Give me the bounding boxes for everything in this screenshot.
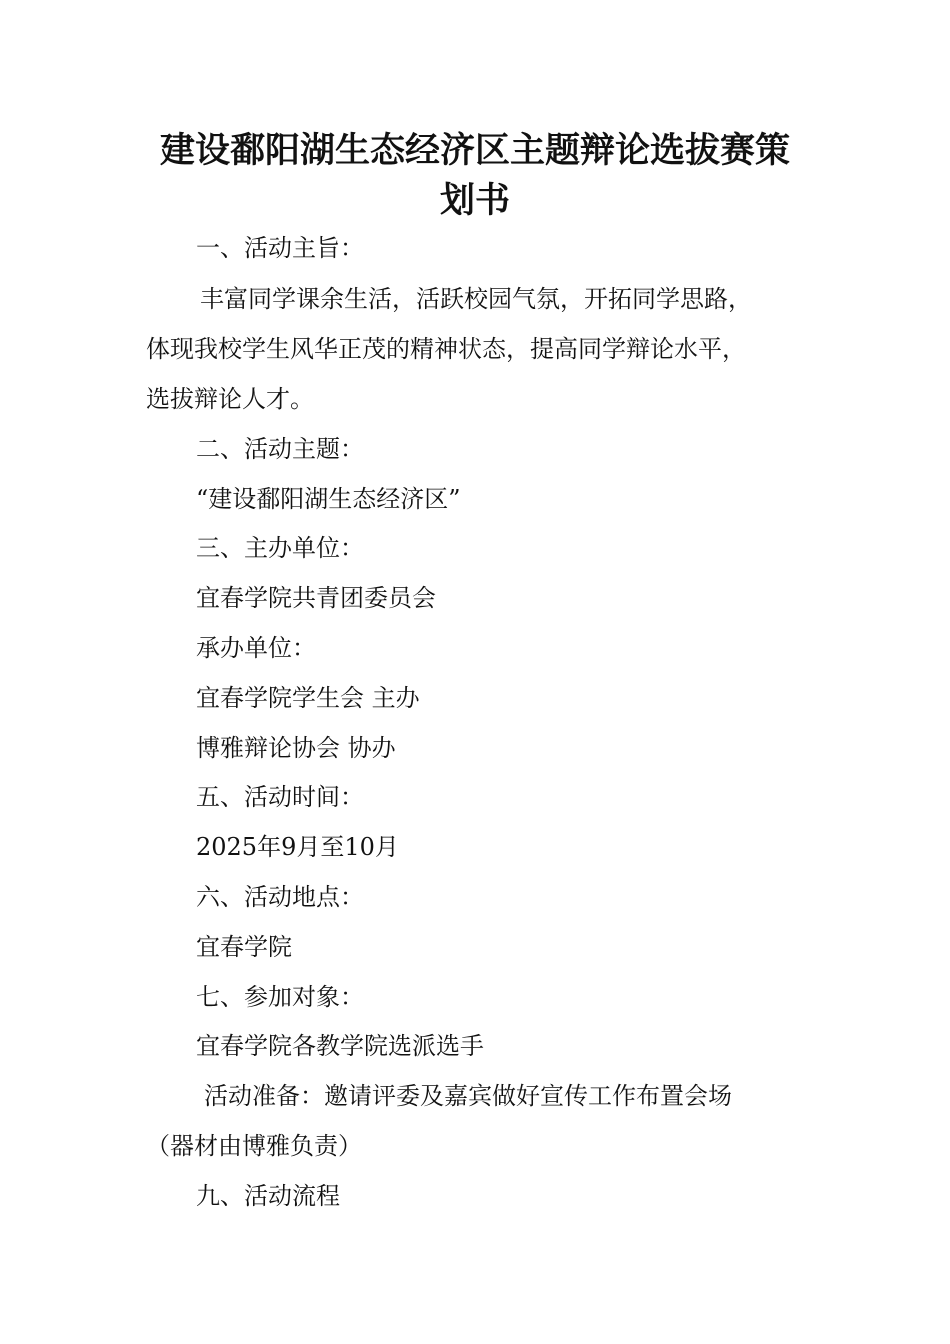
organizer-text-line-1: 宜春学院学生会 主办 xyxy=(196,684,420,712)
purpose-text-line-3: 选拔辩论人才。 xyxy=(146,385,314,413)
purpose-text-line-1: 丰富同学课余生活，活跃校园气氛，开拓同学思路， xyxy=(200,285,752,313)
theme-text: “建设鄱阳湖生态经济区” xyxy=(196,485,461,513)
host-text: 宜春学院共青团委员会 xyxy=(196,584,436,612)
preparation-text-line-2: （器材由博雅负责） xyxy=(146,1132,362,1160)
place-text: 宜春学院 xyxy=(196,933,292,961)
organizer-heading: 承办单位： xyxy=(196,634,316,662)
time-heading: 五、活动时间： xyxy=(196,783,364,811)
purpose-heading: 一、活动主旨： xyxy=(196,234,364,262)
document-title-line-2: 划书 xyxy=(439,181,510,221)
place-heading: 六、活动地点： xyxy=(196,883,364,911)
participants-text: 宜春学院各教学院选派选手 xyxy=(196,1032,484,1060)
time-text: 2025年9月至10月 xyxy=(196,833,399,861)
process-heading: 九、活动流程 xyxy=(196,1182,340,1210)
theme-heading: 二、活动主题： xyxy=(196,435,364,463)
participants-heading: 七、参加对象： xyxy=(196,983,364,1011)
preparation-text-line-1: 活动准备：邀请评委及嘉宾做好宣传工作布置会场 xyxy=(204,1082,732,1110)
host-heading: 三、主办单位： xyxy=(196,534,364,562)
document-title-line-1: 建设鄱阳湖生态经济区主题辩论选拔赛策 xyxy=(159,131,790,171)
organizer-text-line-2: 博雅辩论协会 协办 xyxy=(196,734,396,762)
purpose-text-line-2: 体现我校学生风华正茂的精神状态，提高同学辩论水平， xyxy=(146,335,746,363)
